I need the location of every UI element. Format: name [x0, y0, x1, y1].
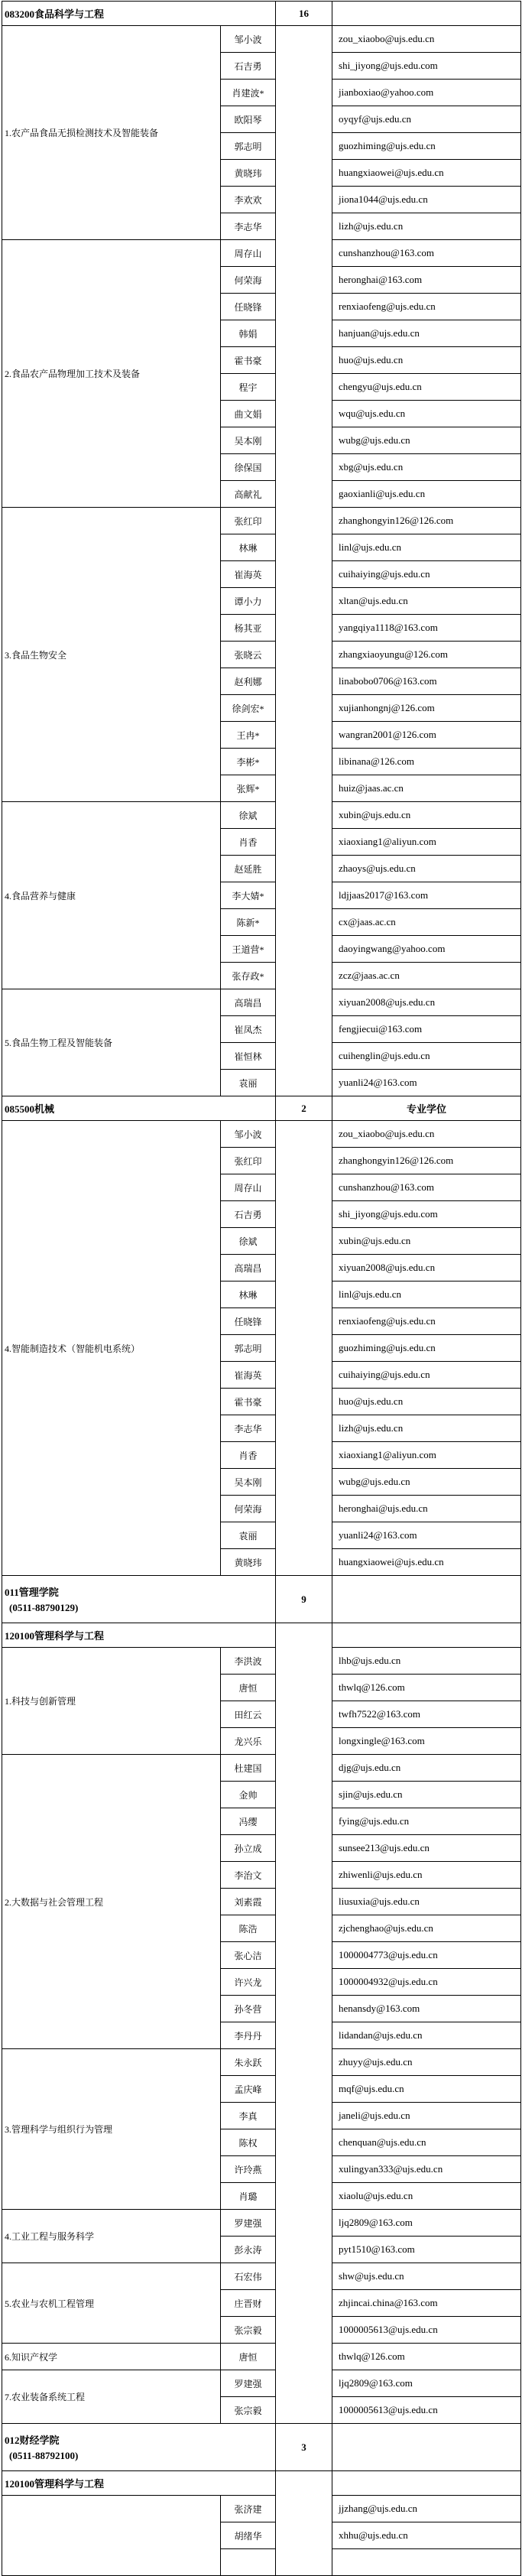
- advisor-row: [2, 1755, 521, 1782]
- advisor-name-cell: 金帅: [221, 1782, 276, 1808]
- advisor-name-cell: 龙兴乐: [221, 1728, 276, 1755]
- advisor-name-cell: 崔恒林: [221, 1043, 276, 1070]
- advisor-name-cell: 任晓锋: [221, 1308, 276, 1335]
- email-cell: chenquan@ujs.edu.cn: [332, 2129, 521, 2156]
- advisor-name-cell: 李大婧*: [221, 882, 276, 909]
- email-cell: wangran2001@126.com: [332, 722, 521, 749]
- advisor-row: [2, 508, 521, 534]
- email-cell: linabobo0706@163.com: [332, 668, 521, 695]
- email-cell: gaoxianli@ujs.edu.cn: [332, 481, 521, 508]
- program-header-row: [2, 1096, 521, 1121]
- email-cell: ljq2809@163.com: [332, 2210, 521, 2237]
- advisor-name-cell: 孙冬营: [221, 1996, 276, 2022]
- advisor-name-cell: 徐斌: [221, 802, 276, 829]
- email-cell: shi_jiyong@ujs.edu.com: [332, 1201, 521, 1228]
- email-cell: renxiaofeng@ujs.edu.cn: [332, 294, 521, 320]
- direction-cell: 4.智能制造技术（智能机电系统）: [2, 1121, 221, 1576]
- advisor-name-cell: 陈权: [221, 2129, 276, 2156]
- email-cell: xbg@ujs.edu.cn: [332, 454, 521, 481]
- advisor-name-cell: 袁丽: [221, 1522, 276, 1549]
- advisor-name-cell: 彭永涛: [221, 2237, 276, 2263]
- advisor-row: [2, 240, 521, 267]
- email-cell: wubg@ujs.edu.cn: [332, 427, 521, 454]
- email-cell: huo@ujs.edu.cn: [332, 1389, 521, 1415]
- direction-cell: [2, 2496, 221, 2576]
- program-header-row: [2, 1623, 521, 1648]
- advisor-name-cell: 王冉*: [221, 722, 276, 749]
- advisor-name-cell: 黄晓玮: [221, 160, 276, 187]
- program-header-row: [2, 2, 521, 26]
- email-cell: cuihaiying@ujs.edu.cn: [332, 561, 521, 588]
- program-note-cell: [332, 2471, 521, 2496]
- email-cell: 1000004773@ujs.edu.cn: [332, 1942, 521, 1969]
- email-cell: zhjincai.china@163.com: [332, 2290, 521, 2317]
- email-cell: zhiwenli@ujs.edu.cn: [332, 1862, 521, 1889]
- direction-cell: 4.食品营养与健康: [2, 802, 221, 989]
- advisor-name-cell: 张济建: [221, 2496, 276, 2522]
- email-cell: xiyuan2008@ujs.edu.cn: [332, 989, 521, 1016]
- advisor-name-cell: 李治文: [221, 1862, 276, 1889]
- email-cell: pyt1510@163.com: [332, 2237, 521, 2263]
- advisor-name-cell: 张辉*: [221, 775, 276, 802]
- advisor-name-cell: 石宏伟: [221, 2263, 276, 2290]
- advisor-name-cell: 肖香: [221, 829, 276, 856]
- email-cell: huangxiaowei@ujs.edu.cn: [332, 1549, 521, 1576]
- email-cell: liusuxia@ujs.edu.cn: [332, 1889, 521, 1915]
- program-title-cell: 083200食品科学与工程: [2, 2, 276, 26]
- college-header-row: [2, 1576, 521, 1623]
- advisor-name-cell: 朱永跃: [221, 2049, 276, 2076]
- advisor-row: [2, 802, 521, 829]
- advisor-name-cell: 肖建波*: [221, 80, 276, 106]
- email-cell: zhaoys@ujs.edu.cn: [332, 856, 521, 882]
- program-note-cell: 专业学位: [332, 1096, 521, 1121]
- email-cell: zhanghongyin126@126.com: [332, 508, 521, 534]
- email-cell: ldjjaas2017@163.com: [332, 882, 521, 909]
- advisor-name-cell: 袁丽: [221, 1070, 276, 1096]
- advisor-row: [2, 2370, 521, 2397]
- advisor-name-cell: 罗建强: [221, 2370, 276, 2397]
- advisor-row: [2, 26, 521, 53]
- college-count-cell: 3: [276, 2424, 332, 2471]
- direction-cell: 5.食品生物工程及智能装备: [2, 989, 221, 1096]
- college-title: 012财经学院: [5, 2435, 60, 2446]
- email-cell: zou_xiaobo@ujs.edu.cn: [332, 26, 521, 53]
- email-cell: yuanli24@163.com: [332, 1070, 521, 1096]
- email-cell: oyqyf@ujs.edu.cn: [332, 106, 521, 133]
- direction-cell: 5.农业与农机工程管理: [2, 2263, 221, 2344]
- email-cell: xubin@ujs.edu.cn: [332, 802, 521, 829]
- program-note-cell: [332, 1623, 521, 1648]
- advisor-name-cell: 徐斌: [221, 1228, 276, 1255]
- advisor-name-cell: 杜建国: [221, 1755, 276, 1782]
- email-cell: henansdy@163.com: [332, 1996, 521, 2022]
- college-title-cell: [2, 1576, 276, 1623]
- email-cell: xhhu@ujs.edu.cn: [332, 2522, 521, 2549]
- email-cell: yuanli24@163.com: [332, 1522, 521, 1549]
- advisor-name-cell: 徐保国: [221, 454, 276, 481]
- advisor-name-cell: 李洪波: [221, 1648, 276, 1675]
- advisor-name-cell: 肖璐: [221, 2183, 276, 2210]
- email-cell: ljq2809@163.com: [332, 2370, 521, 2397]
- college-title: 011管理学院: [5, 1587, 59, 1598]
- advisor-name-cell: 唐恒: [221, 1675, 276, 1701]
- direction-cell: 7.农业装备系统工程: [2, 2370, 221, 2424]
- email-cell: cx@jaas.ac.cn: [332, 909, 521, 936]
- advisor-name-cell: 杨其亚: [221, 615, 276, 642]
- advisor-name-cell: 张红印: [221, 508, 276, 534]
- program-count-cell: 2: [276, 1096, 332, 1121]
- email-cell: lidandan@ujs.edu.cn: [332, 2022, 521, 2049]
- email-cell: xltan@ujs.edu.cn: [332, 588, 521, 615]
- advisor-name-cell: 谭小力: [221, 588, 276, 615]
- advisor-name-cell: 林琳: [221, 534, 276, 561]
- email-cell: 1000004932@ujs.edu.cn: [332, 1969, 521, 1996]
- advisor-name-cell: 霍书豪: [221, 1389, 276, 1415]
- advisor-name-cell: 孟庆峰: [221, 2076, 276, 2103]
- advisor-name-cell: 高献礼: [221, 481, 276, 508]
- advisor-name-cell: 黄晓玮: [221, 1549, 276, 1576]
- email-cell: jianboxiao@yahoo.com: [332, 80, 521, 106]
- advisor-row: [2, 1121, 521, 1148]
- advisor-name-cell: 高瑞昌: [221, 989, 276, 1016]
- merged-count-cell: [276, 1121, 332, 1576]
- direction-cell: 2.食品农产品物理加工技术及装备: [2, 240, 221, 508]
- advisor-name-cell: 田红云: [221, 1701, 276, 1728]
- advisor-name-cell: 陈浩: [221, 1915, 276, 1942]
- email-cell: zou_xiaobo@ujs.edu.cn: [332, 1121, 521, 1148]
- email-cell: xubin@ujs.edu.cn: [332, 1228, 521, 1255]
- advisor-name-cell: 石吉勇: [221, 1201, 276, 1228]
- direction-cell: 3.食品生物安全: [2, 508, 221, 802]
- email-cell: xujianhongnj@126.com: [332, 695, 521, 722]
- advisor-name-cell: 李丹丹: [221, 2022, 276, 2049]
- email-cell: 1000005613@ujs.edu.cn: [332, 2397, 521, 2424]
- email-cell: shw@ujs.edu.cn: [332, 2263, 521, 2290]
- program-title-cell: 085500机械: [2, 1096, 276, 1121]
- advisor-name-cell: 韩娟: [221, 320, 276, 347]
- advisor-name-cell: 李彬*: [221, 749, 276, 775]
- advisor-name-cell: 何荣海: [221, 267, 276, 294]
- advisor-name-cell: 何荣海: [221, 1496, 276, 1522]
- advisor-name-cell: 吴本刚: [221, 1469, 276, 1496]
- advisor-name-cell: 高瑞昌: [221, 1255, 276, 1282]
- advisor-name-cell: 赵延胜: [221, 856, 276, 882]
- advisor-name-cell: 许兴龙: [221, 1969, 276, 1996]
- direction-cell: 1.科技与创新管理: [2, 1648, 221, 1755]
- email-cell: lizh@ujs.edu.cn: [332, 213, 521, 240]
- email-cell: zhangxiaoyungu@126.com: [332, 642, 521, 668]
- email-cell: heronghai@163.com: [332, 267, 521, 294]
- advisor-row: [2, 2344, 521, 2370]
- advisor-name-cell: 冯缨: [221, 1808, 276, 1835]
- email-cell: linl@ujs.edu.cn: [332, 534, 521, 561]
- advisor-name-cell: 李欢欢: [221, 187, 276, 213]
- email-cell: mqf@ujs.edu.cn: [332, 2076, 521, 2103]
- email-cell: jiona1044@ujs.edu.cn: [332, 187, 521, 213]
- advisor-name-cell: 郭志明: [221, 1335, 276, 1362]
- direction-cell: 6.知识产权学: [2, 2344, 221, 2370]
- advisor-name-cell: 欧阳琴: [221, 106, 276, 133]
- email-cell: huangxiaowei@ujs.edu.cn: [332, 160, 521, 187]
- email-cell: lhb@ujs.edu.cn: [332, 1648, 521, 1675]
- email-cell: 1000005613@ujs.edu.cn: [332, 2317, 521, 2344]
- email-cell: huiz@jaas.ac.cn: [332, 775, 521, 802]
- email-cell: wqu@ujs.edu.cn: [332, 401, 521, 427]
- advisor-name-cell: 郭志明: [221, 133, 276, 160]
- email-cell: cuihenglin@ujs.edu.cn: [332, 1043, 521, 1070]
- merged-count-cell: [276, 1623, 332, 2424]
- email-cell: djg@ujs.edu.cn: [332, 1755, 521, 1782]
- email-cell: renxiaofeng@ujs.edu.cn: [332, 1308, 521, 1335]
- email-cell: xiaoxiang1@aliyun.com: [332, 829, 521, 856]
- program-title-cell: 120100管理科学与工程: [2, 2471, 276, 2496]
- direction-cell: 4.工业工程与服务科学: [2, 2210, 221, 2263]
- advisor-name-cell: 罗建强: [221, 2210, 276, 2237]
- email-cell: zhuyy@ujs.edu.cn: [332, 2049, 521, 2076]
- college-empty-cell: [332, 2424, 521, 2471]
- advisor-row: [2, 2496, 521, 2522]
- advisor-name-cell: 周存山: [221, 1174, 276, 1201]
- merged-count-cell: [276, 26, 332, 1096]
- advisor-name-cell: 张存政*: [221, 963, 276, 989]
- advisor-row: [2, 1648, 521, 1675]
- program-count-cell: 16: [276, 2, 332, 26]
- email-cell: wubg@ujs.edu.cn: [332, 1469, 521, 1496]
- college-empty-cell: [332, 1576, 521, 1623]
- email-cell: zcz@jaas.ac.cn: [332, 963, 521, 989]
- email-cell: huo@ujs.edu.cn: [332, 347, 521, 374]
- advisor-name-cell: 刘素霞: [221, 1889, 276, 1915]
- email-cell: shi_jiyong@ujs.edu.com: [332, 53, 521, 80]
- email-cell: xiyuan2008@ujs.edu.cn: [332, 1255, 521, 1282]
- advisor-name-cell: 曲文娟: [221, 401, 276, 427]
- email-cell: thwlq@126.com: [332, 1675, 521, 1701]
- advisor-name-cell: 孙立成: [221, 1835, 276, 1862]
- advisor-name-cell: 程宇: [221, 374, 276, 401]
- college-phone: (0511-88792100): [9, 2450, 79, 2461]
- advisor-name-cell: 张心洁: [221, 1942, 276, 1969]
- email-cell: twfh7522@163.com: [332, 1701, 521, 1728]
- email-cell: lizh@ujs.edu.cn: [332, 1415, 521, 1442]
- advisor-row: [2, 2263, 521, 2290]
- email-cell: fengjiecui@163.com: [332, 1016, 521, 1043]
- advisor-name-cell: 张宗毅: [221, 2397, 276, 2424]
- email-cell: xiaolu@ujs.edu.cn: [332, 2183, 521, 2210]
- direction-cell: 3.管理科学与组织行为管理: [2, 2049, 221, 2210]
- email-cell: hanjuan@ujs.edu.cn: [332, 320, 521, 347]
- email-cell: libinana@126.com: [332, 749, 521, 775]
- advisor-table: [2, 1, 521, 2576]
- advisor-name-cell: 李志华: [221, 213, 276, 240]
- advisor-name-cell: 任晓锋: [221, 294, 276, 320]
- email-cell: zjchenghao@ujs.edu.cn: [332, 1915, 521, 1942]
- email-cell: janeli@ujs.edu.cn: [332, 2103, 521, 2129]
- email-cell: longxingle@163.com: [332, 1728, 521, 1755]
- advisor-name-cell: 赵利娜: [221, 668, 276, 695]
- program-note-cell: [332, 2, 521, 26]
- college-title-cell: [2, 2424, 276, 2471]
- email-cell: [332, 2549, 521, 2576]
- advisor-name-cell: [221, 2549, 276, 2576]
- email-cell: cunshanzhou@163.com: [332, 1174, 521, 1201]
- advisor-name-cell: 石吉勇: [221, 53, 276, 80]
- email-cell: xiaoxiang1@aliyun.com: [332, 1442, 521, 1469]
- email-cell: thwlq@126.com: [332, 2344, 521, 2370]
- advisor-name-cell: 王道营*: [221, 936, 276, 963]
- advisor-name-cell: 林琳: [221, 1282, 276, 1308]
- email-cell: sunsee213@ujs.edu.cn: [332, 1835, 521, 1862]
- email-cell: jjzhang@ujs.edu.cn: [332, 2496, 521, 2522]
- advisor-row: [2, 989, 521, 1016]
- college-header-row: [2, 2424, 521, 2471]
- advisor-row: [2, 2210, 521, 2237]
- email-cell: guozhiming@ujs.edu.cn: [332, 1335, 521, 1362]
- program-header-row: [2, 2471, 521, 2496]
- advisor-name-cell: 张红印: [221, 1148, 276, 1174]
- advisor-name-cell: 崔凤杰: [221, 1016, 276, 1043]
- program-title-cell: 120100管理科学与工程: [2, 1623, 276, 1648]
- advisor-name-cell: 李真: [221, 2103, 276, 2129]
- email-cell: chengyu@ujs.edu.cn: [332, 374, 521, 401]
- advisor-name-cell: 邹小波: [221, 1121, 276, 1148]
- advisor-name-cell: 周存山: [221, 240, 276, 267]
- email-cell: daoyingwang@yahoo.com: [332, 936, 521, 963]
- advisor-name-cell: 陈新*: [221, 909, 276, 936]
- advisor-name-cell: 张宗毅: [221, 2317, 276, 2344]
- email-cell: fying@ujs.edu.cn: [332, 1808, 521, 1835]
- advisor-name-cell: 许玲燕: [221, 2156, 276, 2183]
- email-cell: heronghai@ujs.edu.cn: [332, 1496, 521, 1522]
- advisor-table-body: [2, 2, 521, 2576]
- college-count-cell: 9: [276, 1576, 332, 1623]
- advisor-name-cell: 庄晋财: [221, 2290, 276, 2317]
- advisor-name-cell: 徐剑宏*: [221, 695, 276, 722]
- direction-cell: 1.农产品食品无损检测技术及智能装备: [2, 26, 221, 240]
- email-cell: zhanghongyin126@126.com: [332, 1148, 521, 1174]
- advisor-row: [2, 2049, 521, 2076]
- advisor-name-cell: 张晓云: [221, 642, 276, 668]
- advisor-name-cell: 邹小波: [221, 26, 276, 53]
- advisor-name-cell: 胡绪华: [221, 2522, 276, 2549]
- email-cell: sjin@ujs.edu.cn: [332, 1782, 521, 1808]
- email-cell: cunshanzhou@163.com: [332, 240, 521, 267]
- advisor-name-cell: 崔海英: [221, 561, 276, 588]
- direction-cell: 2.大数据与社会管理工程: [2, 1755, 221, 2049]
- advisor-name-cell: 唐恒: [221, 2344, 276, 2370]
- email-cell: xulingyan333@ujs.edu.cn: [332, 2156, 521, 2183]
- advisor-name-cell: 霍书豪: [221, 347, 276, 374]
- advisor-name-cell: 肖香: [221, 1442, 276, 1469]
- email-cell: guozhiming@ujs.edu.cn: [332, 133, 521, 160]
- email-cell: yangqiya1118@163.com: [332, 615, 521, 642]
- college-phone: (0511-88790129): [9, 1602, 79, 1613]
- advisor-name-cell: 吴本刚: [221, 427, 276, 454]
- email-cell: linl@ujs.edu.cn: [332, 1282, 521, 1308]
- advisor-name-cell: 崔海英: [221, 1362, 276, 1389]
- email-cell: cuihaiying@ujs.edu.cn: [332, 1362, 521, 1389]
- advisor-name-cell: 李志华: [221, 1415, 276, 1442]
